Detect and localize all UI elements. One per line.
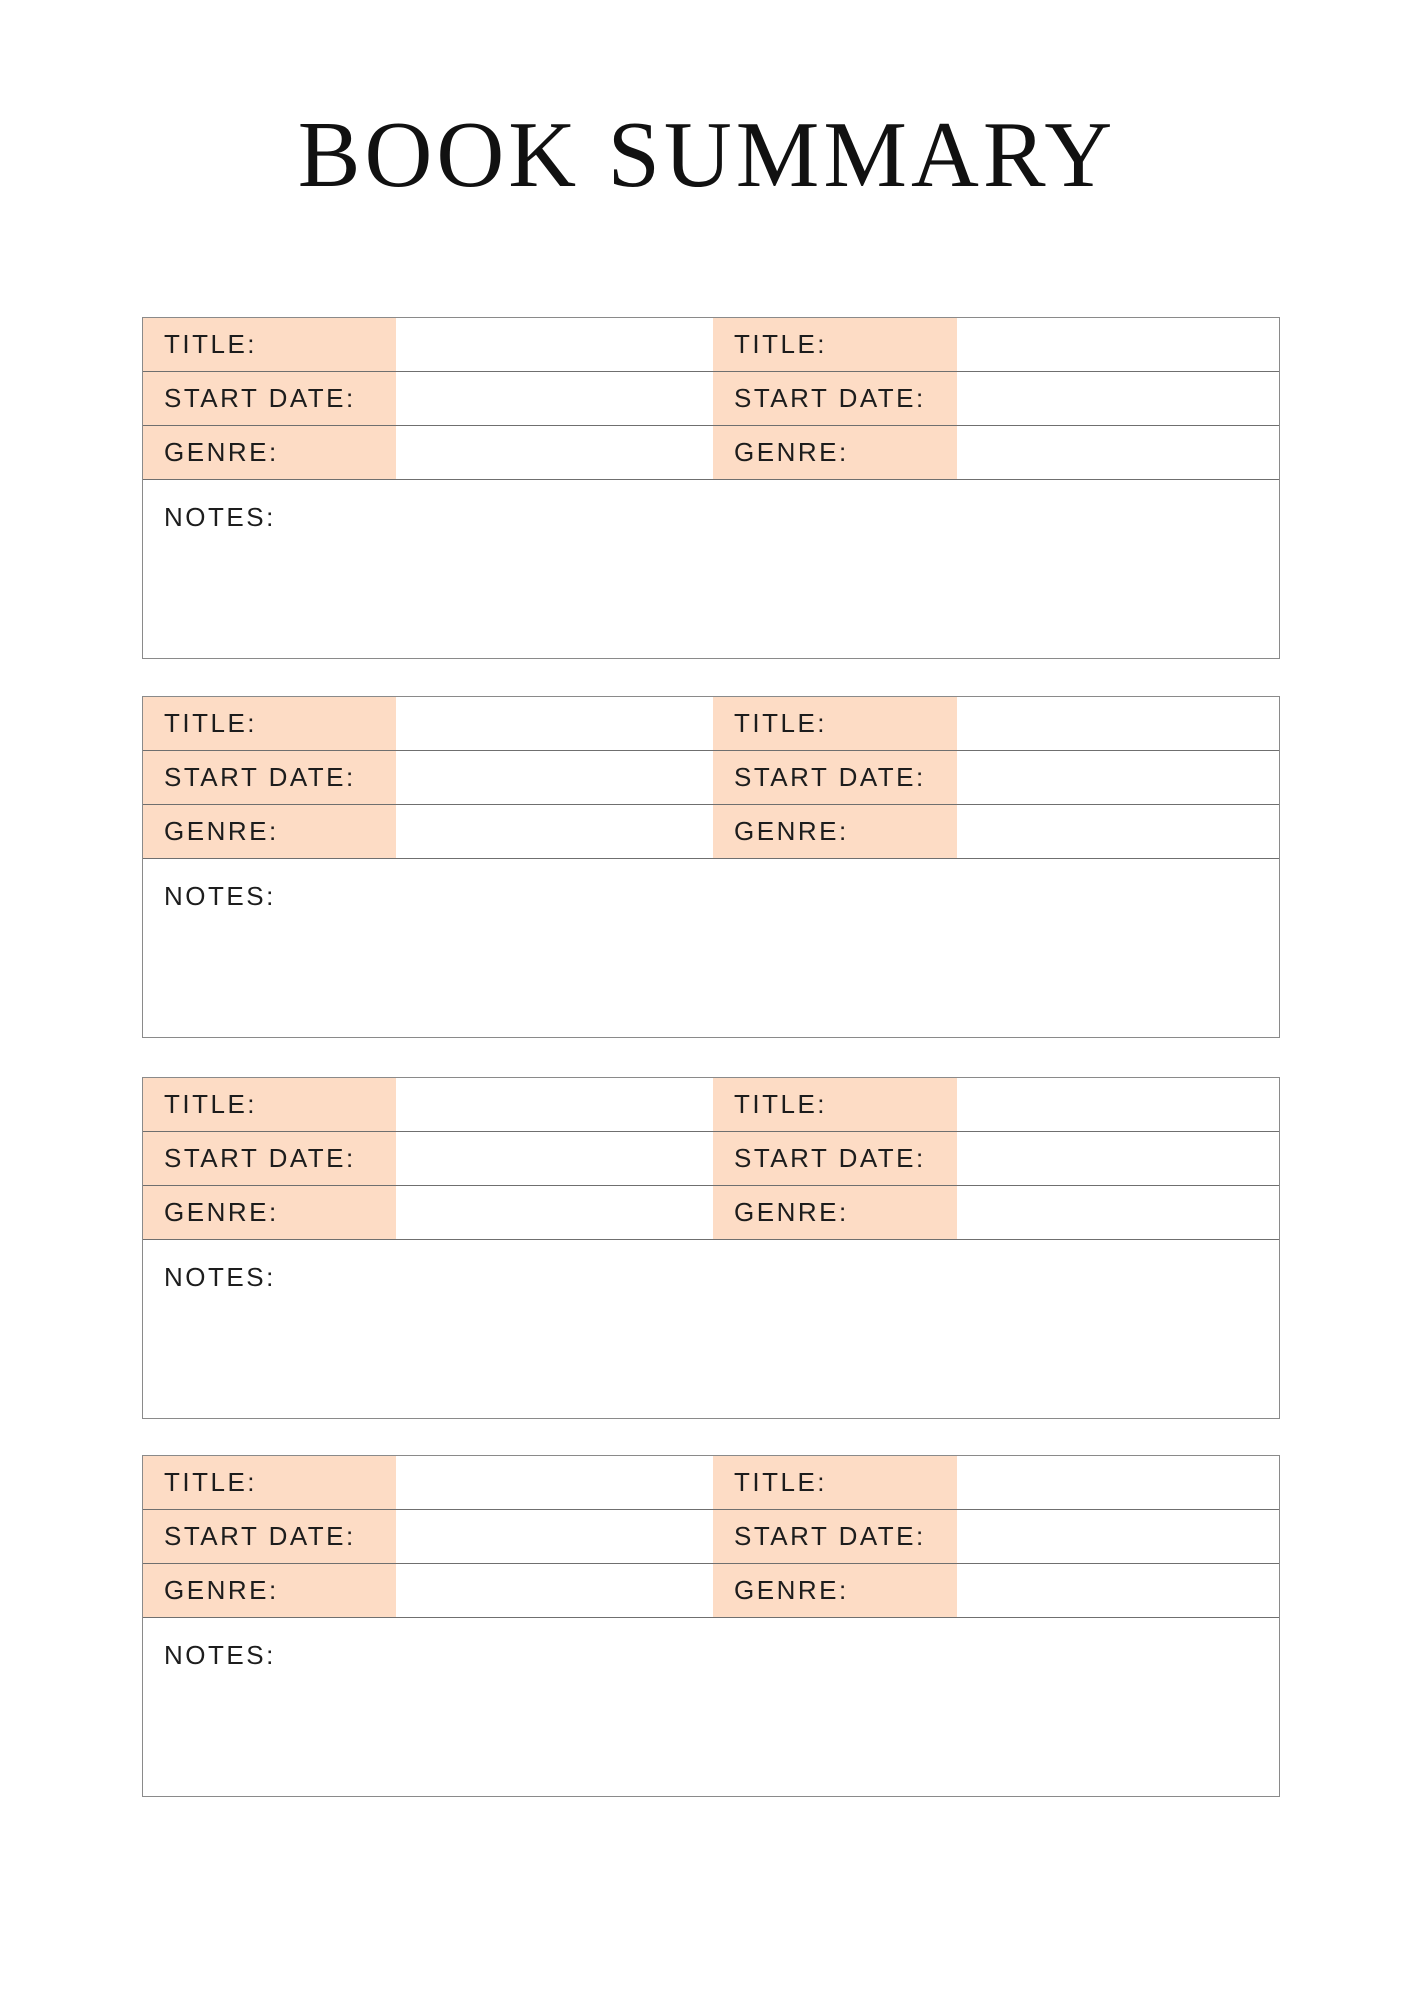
notes-label: NOTES: xyxy=(164,502,276,532)
page-title: BOOK SUMMARY xyxy=(297,103,1117,207)
start-date-row xyxy=(143,372,1279,426)
genre-field[interactable] xyxy=(957,805,1279,858)
title-row xyxy=(143,697,1279,751)
notes-area[interactable] xyxy=(143,480,1279,658)
genre-row xyxy=(143,1564,1279,1618)
title-label: TITLE: xyxy=(143,1456,396,1509)
start-date-field[interactable] xyxy=(396,372,713,425)
start-date-label: START DATE: xyxy=(713,1132,957,1185)
title-field[interactable] xyxy=(396,1456,713,1509)
title-label: TITLE: xyxy=(143,697,396,750)
genre-field[interactable] xyxy=(396,805,713,858)
title-field[interactable] xyxy=(396,1078,713,1131)
title-row xyxy=(143,318,1279,372)
genre-label: GENRE: xyxy=(713,426,957,479)
start-date-field[interactable] xyxy=(957,751,1279,804)
genre-field[interactable] xyxy=(396,426,713,479)
genre-field[interactable] xyxy=(396,1564,713,1617)
book-summary-card-1 xyxy=(142,317,1280,659)
genre-label: GENRE: xyxy=(143,426,396,479)
start-date-row xyxy=(143,1510,1279,1564)
start-date-row xyxy=(143,751,1279,805)
title-label: TITLE: xyxy=(713,1078,957,1131)
start-date-field[interactable] xyxy=(396,751,713,804)
start-date-row xyxy=(143,1132,1279,1186)
book-summary-card-4 xyxy=(142,1455,1280,1797)
start-date-label: START DATE: xyxy=(713,1510,957,1563)
notes-label: NOTES: xyxy=(164,1640,276,1670)
book-summary-card-3 xyxy=(142,1077,1280,1419)
start-date-field[interactable] xyxy=(957,1510,1279,1563)
notes-label: NOTES: xyxy=(164,1262,276,1292)
start-date-field[interactable] xyxy=(396,1132,713,1185)
start-date-label: START DATE: xyxy=(143,1132,396,1185)
start-date-field[interactable] xyxy=(957,372,1279,425)
genre-label: GENRE: xyxy=(713,1564,957,1617)
title-label: TITLE: xyxy=(713,318,957,371)
notes-area[interactable] xyxy=(143,859,1279,1037)
title-field[interactable] xyxy=(957,318,1279,371)
genre-field[interactable] xyxy=(396,1186,713,1239)
genre-field[interactable] xyxy=(957,1564,1279,1617)
genre-label: GENRE: xyxy=(143,1564,396,1617)
title-label: TITLE: xyxy=(143,318,396,371)
title-field[interactable] xyxy=(396,318,713,371)
genre-field[interactable] xyxy=(957,1186,1279,1239)
title-field[interactable] xyxy=(396,697,713,750)
title-label: TITLE: xyxy=(713,1456,957,1509)
notes-area[interactable] xyxy=(143,1618,1279,1796)
start-date-label: START DATE: xyxy=(143,1510,396,1563)
start-date-label: START DATE: xyxy=(713,372,957,425)
title-row xyxy=(143,1456,1279,1510)
title-field[interactable] xyxy=(957,1078,1279,1131)
notes-area[interactable] xyxy=(143,1240,1279,1418)
genre-label: GENRE: xyxy=(713,1186,957,1239)
title-label: TITLE: xyxy=(713,697,957,750)
start-date-label: START DATE: xyxy=(143,372,396,425)
genre-label: GENRE: xyxy=(143,805,396,858)
genre-field[interactable] xyxy=(957,426,1279,479)
book-summary-card-2 xyxy=(142,696,1280,1038)
notes-label: NOTES: xyxy=(164,881,276,911)
genre-row xyxy=(143,1186,1279,1240)
title-row xyxy=(143,1078,1279,1132)
start-date-field[interactable] xyxy=(396,1510,713,1563)
title-field[interactable] xyxy=(957,1456,1279,1509)
start-date-field[interactable] xyxy=(957,1132,1279,1185)
genre-row xyxy=(143,805,1279,859)
start-date-label: START DATE: xyxy=(713,751,957,804)
genre-label: GENRE: xyxy=(143,1186,396,1239)
start-date-label: START DATE: xyxy=(143,751,396,804)
genre-label: GENRE: xyxy=(713,805,957,858)
title-label: TITLE: xyxy=(143,1078,396,1131)
title-field[interactable] xyxy=(957,697,1279,750)
genre-row xyxy=(143,426,1279,480)
